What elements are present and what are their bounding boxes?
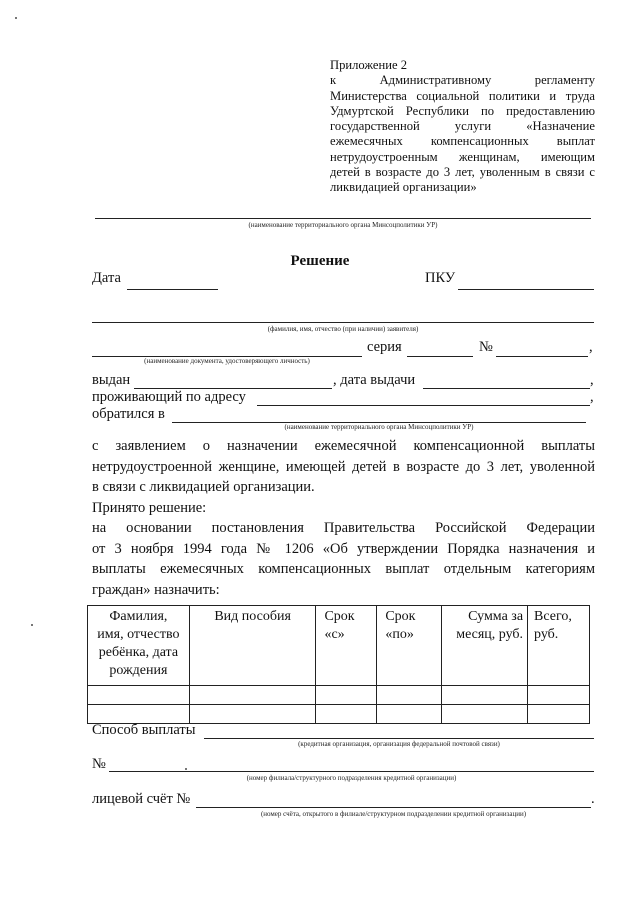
header-benefit-type: [189, 606, 316, 686]
organ-fill-line[interactable]: [95, 218, 591, 219]
issue-date-label: , дата выдачи: [333, 372, 416, 388]
date-fill-line[interactable]: [127, 289, 218, 290]
appendix-word-reg: регламенту: [534, 73, 595, 88]
payment-method-fill-line[interactable]: [204, 738, 594, 739]
issued-label: выдан: [92, 372, 131, 388]
appendix-word-zhen: женщинам,: [458, 149, 520, 164]
table-header-row: [88, 606, 590, 686]
paragraph1-line-1: с заявлением о назначении ежемесячной компенсационной выплаты: [92, 438, 595, 454]
table-cell[interactable]: [189, 686, 316, 705]
header-child-name-l3: ребёнка, дата: [98, 645, 179, 660]
account-label: лицевой счёт №: [92, 791, 191, 807]
header-period-from-l1: Срок: [324, 609, 355, 624]
appendix-line-8: ликвидацией организации»: [330, 180, 477, 195]
table-cell[interactable]: [189, 705, 316, 724]
date-label: Дата: [92, 270, 121, 286]
appendix-word-komp: компенсационных: [430, 134, 529, 149]
organ-caption: (наименование территориального органа Минсоцполитики УР): [248, 221, 438, 229]
table-row: [88, 705, 590, 724]
appendix-line-5: [330, 134, 595, 149]
table-cell[interactable]: [442, 705, 528, 724]
header-total: [528, 606, 590, 686]
account-fill-line[interactable]: [196, 807, 591, 808]
pku-label: ПКУ: [425, 270, 456, 286]
issue-date-fill-line[interactable]: [423, 388, 590, 389]
table-cell[interactable]: [88, 705, 190, 724]
table-cell[interactable]: [88, 686, 190, 705]
decision-label: Принято решение:: [92, 499, 207, 516]
table-row: [88, 686, 590, 705]
branch-number-caption: (номер филиала/структурного подразделения кредитной организации): [246, 774, 457, 782]
appendix-line-2: Министерства социальной политики и труда: [330, 88, 595, 103]
appendix-word-im: имеющим: [540, 149, 595, 164]
header-period-from: [316, 606, 377, 686]
appendix-word-vypl: выплат: [556, 134, 595, 149]
decision-heading: Решение: [290, 253, 350, 269]
comma-1: ,: [589, 339, 593, 355]
table-cell[interactable]: [316, 705, 377, 724]
scan-speck: [31, 624, 33, 626]
header-period-from-l2: «с»: [324, 627, 345, 642]
scan-speck: [15, 17, 17, 19]
appendix-word-net: нетрудоустроенным: [330, 149, 438, 164]
header-child-name-l2: имя, отчество: [97, 627, 180, 642]
seria-label: серия: [367, 339, 402, 355]
appendix-line-1: [330, 73, 595, 88]
table-cell[interactable]: [442, 686, 528, 705]
table-cell[interactable]: [528, 686, 590, 705]
table-cell[interactable]: [528, 705, 590, 724]
header-period-to-l2: «по»: [385, 627, 414, 642]
header-child-name-l1: Фамилия,: [109, 609, 168, 624]
appendix-block: [330, 58, 595, 196]
appendix-word-usl: услуги: [454, 119, 492, 134]
appendix-word-admin: Административному: [379, 73, 492, 88]
appendix-line-4: [330, 119, 595, 134]
document-caption: (наименование документа, удостоверяющего личность): [144, 357, 310, 365]
header-period-to: [377, 606, 442, 686]
payment-table: [87, 605, 590, 724]
header-child-name-l4: рождения: [109, 663, 168, 678]
branch-number-label: №: [92, 756, 106, 772]
scan-speck: [185, 768, 187, 770]
appendix-word-naz: «Назначение: [526, 119, 595, 134]
header-period-to-l1: Срок: [385, 609, 416, 624]
paragraph1-line-2: нетрудоустроенной женщине, имеющей детей в возрасте до 3 лет, уволенной: [92, 458, 595, 475]
branch-number-fill-line[interactable]: [109, 771, 594, 772]
basis-paragraph: [92, 518, 595, 600]
paragraph2-line-4: граждан» назначить:: [92, 581, 220, 598]
address-label: проживающий по адресу: [92, 389, 246, 405]
comma-3: ,: [590, 389, 594, 405]
appendix-line-7: детей в возрасте до 3 лет, уволенным в связи с: [330, 165, 595, 180]
paragraph1-line-3: в связи с ликвидацией организации.: [92, 479, 315, 495]
header-total-l2: руб.: [534, 627, 559, 642]
paragraph2-line-2: от 3 ноября 1994 года № 1206 «Об утверждении Порядка назначения и: [92, 540, 595, 557]
table-cell[interactable]: [316, 686, 377, 705]
payment-method-label: Способ выплаты: [92, 722, 196, 738]
account-end-period: .: [591, 791, 595, 807]
appendix-line-6: [330, 150, 595, 165]
paragraph2-line-1: на основании постановления Правительства Российской Федерации: [92, 520, 595, 536]
pku-fill-line[interactable]: [458, 289, 594, 290]
applied-caption: (наименование территориального органа Минсоцполитики УР): [284, 423, 474, 431]
seria-fill-line[interactable]: [407, 356, 473, 357]
application-paragraph: [92, 436, 595, 518]
table-cell[interactable]: [377, 705, 442, 724]
appendix-title: Приложение 2: [330, 58, 408, 72]
fio-fill-line[interactable]: [92, 322, 594, 323]
address-fill-line[interactable]: [257, 405, 590, 406]
header-monthly-sum: [442, 606, 528, 686]
header-total-l1: Всего,: [534, 609, 572, 624]
appendix-word-ejem: ежемесячных: [330, 134, 403, 149]
header-monthly-sum-l2: месяц, руб.: [456, 627, 524, 642]
number-fill-line[interactable]: [496, 356, 588, 357]
payment-method-caption: (кредитная организация, организация федеральной почтовой связи): [298, 740, 500, 748]
account-caption: (номер счёта, открытого в филиале/структурном подразделении кредитной организации): [260, 810, 527, 818]
appendix-word-k: к: [330, 73, 337, 88]
number-sign: №: [479, 339, 493, 355]
paragraph2-line-3: выплаты ежемесячных компенсационных выплат отдельным категориям: [92, 561, 595, 577]
appendix-word-gos: государственной: [330, 119, 420, 134]
header-child-name: [88, 606, 190, 686]
header-monthly-sum-l1: Сумма за: [468, 609, 524, 624]
header-benefit-type-l1: Вид пособия: [214, 609, 291, 624]
comma-2: ,: [590, 372, 594, 388]
table-cell[interactable]: [377, 686, 442, 705]
applied-label: обратился в: [92, 406, 165, 422]
appendix-line-3: Удмуртской Республики по предоставлению: [330, 103, 595, 118]
fio-caption: (фамилия, имя, отчество (при наличии) заявителя): [267, 325, 419, 333]
